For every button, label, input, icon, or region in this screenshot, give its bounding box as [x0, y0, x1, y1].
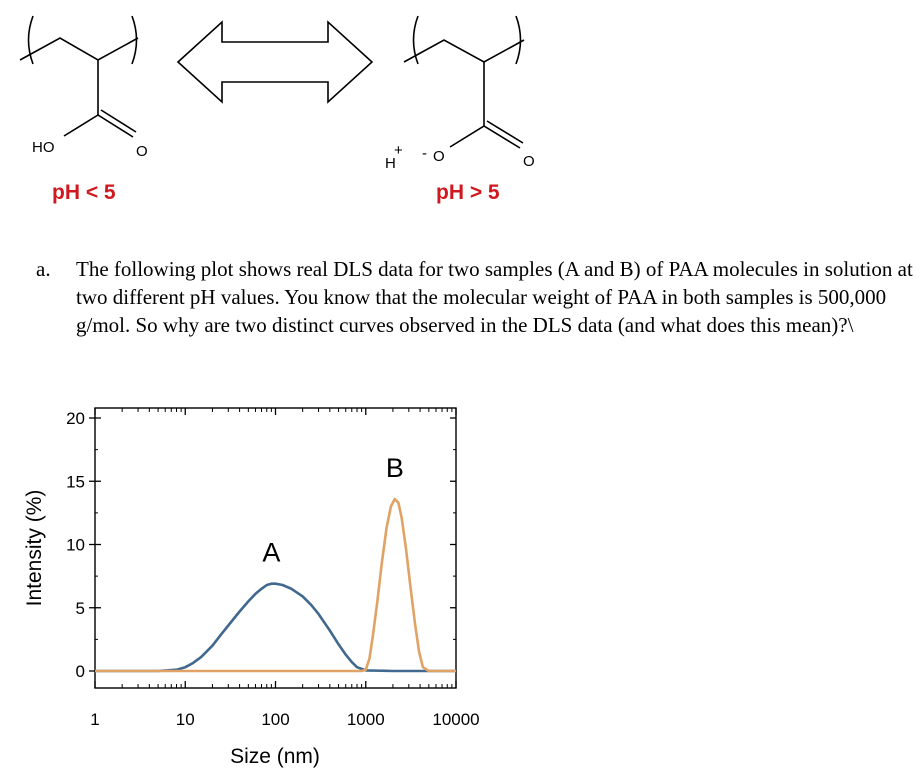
base-ph-condition: pH > 5 [436, 181, 500, 204]
acid-ph-condition: pH < 5 [52, 181, 116, 204]
anion-charge: - [422, 145, 427, 162]
x-tick-label: 100 [261, 710, 290, 729]
base-carbonyl-oxygen-label: O [523, 153, 535, 170]
question-letter: a. [36, 257, 51, 281]
y-tick-label: 15 [66, 472, 85, 492]
x-tick-label: 10000 [432, 710, 480, 729]
equilibrium-double-arrow [178, 22, 372, 102]
anion-oxygen-label: O [433, 148, 445, 165]
x-axis-title: Size (nm) [230, 745, 320, 768]
proton-charge: + [394, 142, 403, 159]
y-axis-title: Intensity (%) [23, 489, 46, 607]
hydroxyl-atom-label: HO [32, 139, 55, 156]
y-tick-label: 10 [66, 535, 85, 555]
series-label-a: A [262, 537, 281, 568]
y-tick-label: 5 [75, 598, 85, 618]
series-label-b: B [385, 452, 404, 483]
base-form-structure [404, 16, 524, 148]
paa-equilibrium-figure [0, 0, 922, 230]
x-tick-label: 1000 [346, 710, 385, 729]
dls-chart [0, 390, 922, 771]
question-text: The following plot shows real DLS data for two samples (A and B) of PAA molecules in solution at two different pH values. You know that the molecular weight of PAA in both samples is 500,000 g/mol. So why are two distinct curves observed in the DLS data (and what does this mean)?\ [76, 257, 913, 337]
x-tick-label: 1 [90, 710, 100, 729]
acid-carbonyl-oxygen-label: O [136, 143, 148, 160]
y-tick-label: 20 [66, 409, 85, 428]
series-line-a [95, 584, 456, 671]
y-tick-label: 0 [75, 662, 85, 681]
proton-label: H [385, 155, 396, 172]
acid-form-structure [20, 16, 138, 137]
x-tick-label: 10 [175, 710, 195, 729]
question-a [36, 255, 916, 339]
